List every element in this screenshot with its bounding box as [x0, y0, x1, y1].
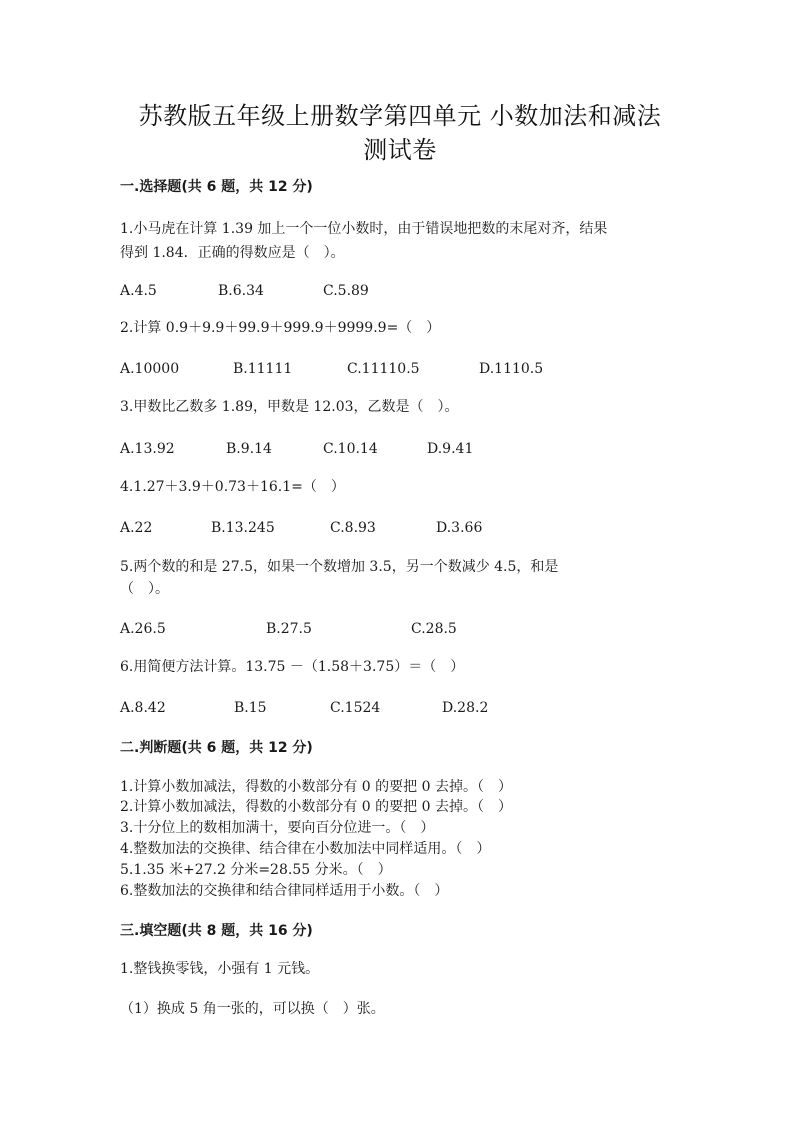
page-title: 苏教版五年级上册数学第四单元 小数加法和减法 [138, 102, 662, 130]
option: A.22 [120, 520, 153, 536]
question-text: 1.小马虎在计算 1.39 加上一个一位小数时，由于错误地把数的末尾对齐，结果 [120, 221, 608, 237]
section-heading-judge: 二.判断题(共 6 题，共 12 分) [120, 740, 313, 756]
option: C.5.89 [323, 283, 369, 299]
option: D.9.41 [427, 441, 474, 457]
option: C.8.93 [330, 520, 376, 536]
question-text: 2.计算 0.9＋9.9＋99.9＋999.9＋9999.9=（ ） [120, 320, 441, 336]
question-text: 得到 1.84．正确的得数应是（ ）。 [120, 245, 345, 261]
question-text: 5.两个数的和是 27.5，如果一个数增加 3.5，另一个数减少 4.5，和是 [120, 559, 559, 575]
page-subtitle: 测试卷 [363, 136, 437, 164]
option: B.11111 [233, 361, 293, 377]
option: D.1110.5 [479, 361, 544, 377]
section-heading-fill: 三.填空题(共 8 题，共 16 分) [120, 923, 313, 939]
option: B.15 [234, 700, 267, 716]
option: B.6.34 [218, 283, 264, 299]
option: A.26.5 [120, 621, 166, 637]
judge-item: 6.整数加法的交换律和结合律同样适用于小数。（ ） [120, 883, 449, 899]
question-text: 6.用简便方法计算。13.75 －（1.58＋3.75）＝（ ） [120, 659, 465, 675]
judge-item: 1.计算小数加减法，得数的小数部分有 0 的要把 0 去掉。（ ） [120, 779, 512, 795]
option: D.28.2 [442, 700, 489, 716]
option: B.9.14 [226, 441, 272, 457]
option: A.4.5 [120, 283, 157, 299]
judge-item: 3.十分位上的数相加满十，要向百分位进一。（ ） [120, 820, 435, 836]
option: C.11110.5 [347, 361, 420, 377]
option: B.13.245 [211, 520, 275, 536]
question-text: （ ）。 [120, 581, 169, 597]
judge-item: 4.整数加法的交换律、结合律在小数加法中同样适用。（ ） [120, 841, 491, 857]
question-text: 4.1.27＋3.9＋0.73＋16.1=（ ） [120, 479, 345, 495]
option: C.28.5 [411, 621, 457, 637]
option: A.8.42 [120, 700, 166, 716]
section-heading-choice: 一.选择题(共 6 题，共 12 分) [120, 179, 313, 195]
option: C.10.14 [323, 441, 378, 457]
option: D.3.66 [436, 520, 483, 536]
fill-item: （1）换成 5 角一张的，可以换（ ）张。 [120, 1001, 385, 1017]
option: A.10000 [120, 361, 180, 377]
option: B.27.5 [266, 621, 312, 637]
option: C.1524 [330, 700, 381, 716]
option: A.13.92 [120, 441, 175, 457]
judge-item: 2.计算小数加减法，得数的小数部分有 0 的要把 0 去掉。（ ） [120, 799, 512, 815]
question-text: 3.甲数比乙数多 1.89，甲数是 12.03，乙数是（ ）。 [120, 399, 459, 415]
judge-item: 5.1.35 米+27.2 分米=28.55 分米。（ ） [120, 862, 392, 878]
fill-item: 1.整钱换零钱，小强有 1 元钱。 [120, 961, 320, 977]
